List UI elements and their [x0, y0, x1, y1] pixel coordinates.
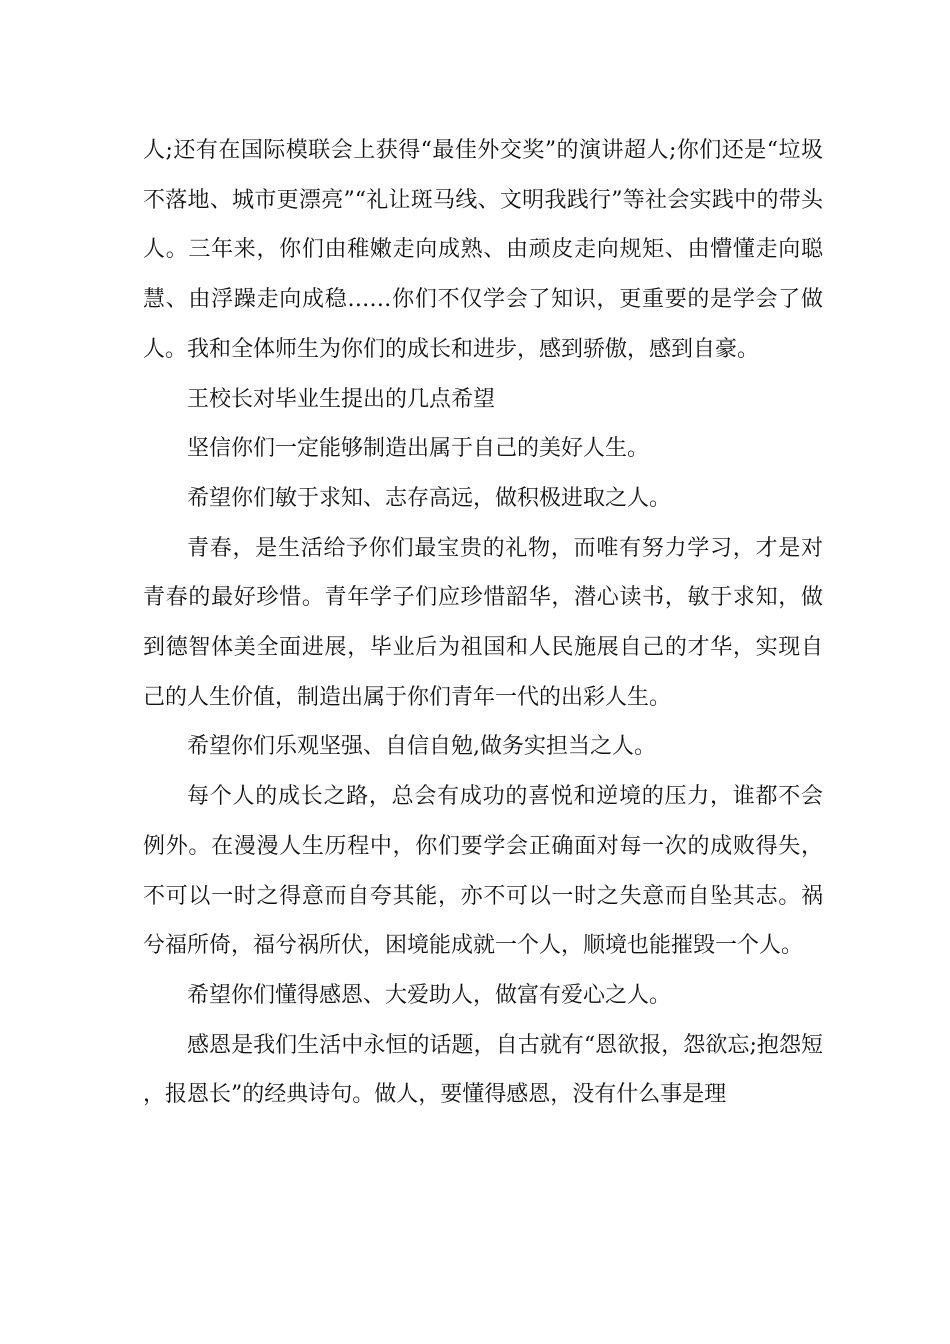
hope-heading-1: 希望你们敏于求知、志存高远，做积极进取之人。	[187, 485, 672, 511]
paragraph: 青春，是生活给予你们最宝贵的礼物，而唯有努力学习，才是对青春的最好珍惜。青年学子们应珍惜韶华，潜心读书，敏于求知，做到德智体美全面进展，毕业后为祖国和人民施展自己的才华，实现自己的人生价值，制造出属于你们青年一代的出彩人生。	[143, 535, 823, 710]
document-body	[143, 126, 823, 1120]
section-heading: 王校长对毕业生提出的几点希望	[187, 386, 496, 412]
hope-heading-2: 希望你们乐观坚强、自信自勉,做务实担当之人。	[187, 734, 656, 760]
paragraph: 每个人的成长之路，总会有成功的喜悦和逆境的压力，谁都不会例外。在漫漫人生历程中，你们要学会正确面对每一次的成败得失，不可以一时之得意而自夸其能，亦不可以一时之失意而自坠其志。祸兮福所倚，福兮祸所伏，困境能成就一个人，顺境也能摧毁一个人。	[143, 784, 823, 959]
paragraph: 坚信你们一定能够制造出属于自己的美好人生。	[187, 436, 650, 462]
paragraph: 感恩是我们生活中永恒的话题，自古就有“恩欲报，怨欲忘;抱怨短，报恩长”的经典诗句。做人，要懂得感恩，没有什么事是理	[143, 1032, 823, 1108]
hope-heading-3: 希望你们懂得感恩、大爱助人，做富有爱心之人。	[187, 982, 672, 1008]
paragraph-continuation: 人;还有在国际模联会上获得“最佳外交奖”的演讲超人;你们还是“垃圾不落地、城市更漂亮”“礼让斑马线、文明我践行”等社会实践中的带头人。三年来，你们由稚嫩走向成熟、由顽皮走向规矩、由懵懂走向聪慧、由浮躁走向成稳……你们不仅学会了知识，更重要的是学会了做人。我和全体师生为你们的成长和进步，感到骄傲，感到自豪。	[143, 138, 823, 362]
